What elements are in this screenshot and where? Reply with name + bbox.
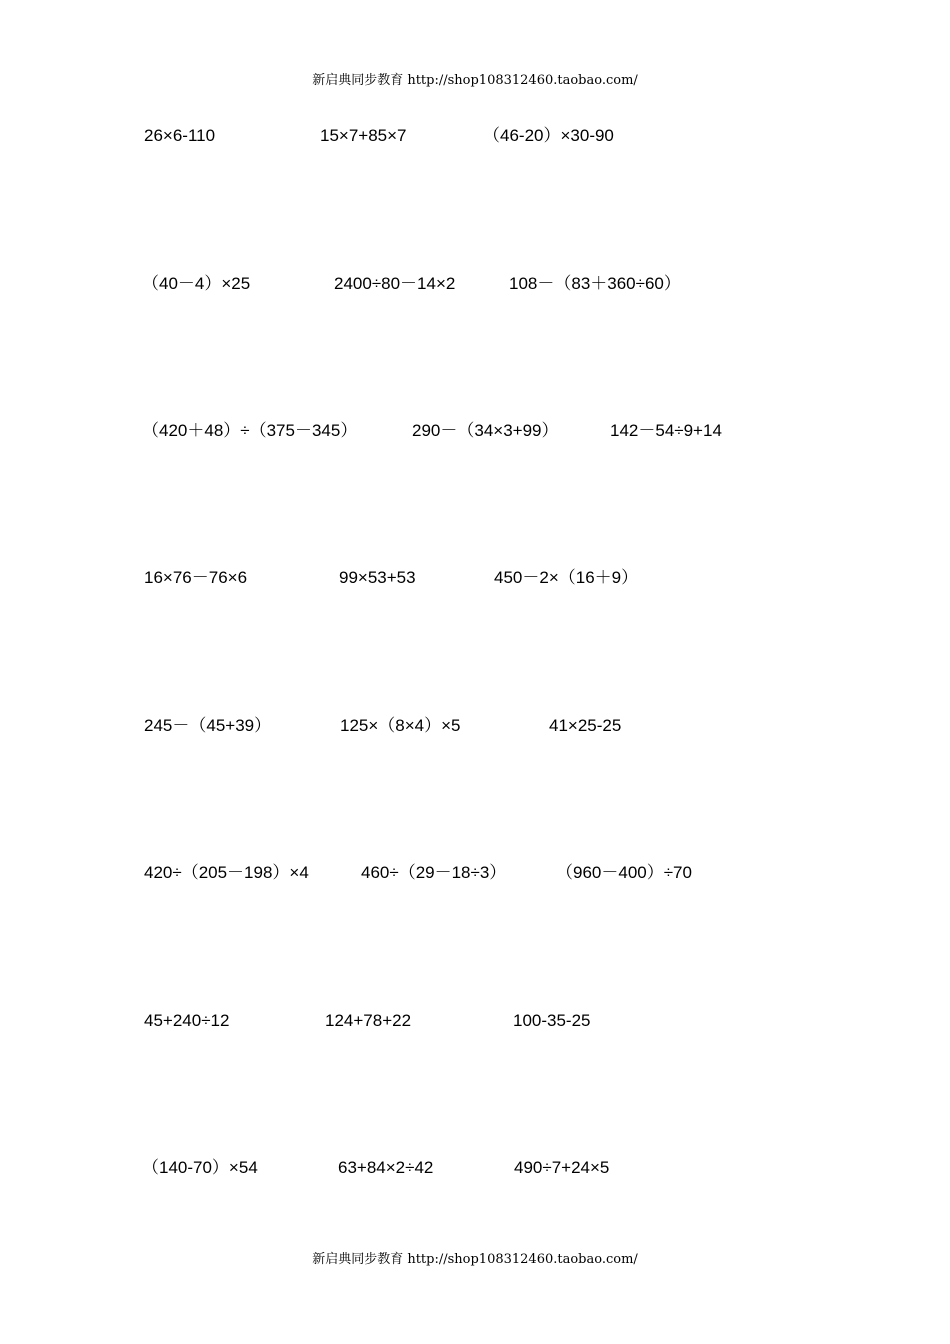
- math-problem: 45+240÷12: [144, 1011, 230, 1030]
- math-problem: 124+78+22: [325, 1011, 412, 1030]
- math-problem: 41×25-25: [549, 716, 622, 735]
- math-problem: 16×76－76×6: [144, 568, 248, 587]
- page-header: 新启典同步教育 http://shop108312460.taobao.com/: [312, 73, 638, 88]
- math-problem: 142－54÷9+14: [610, 421, 722, 440]
- math-problem: 63+84×2÷42: [338, 1158, 434, 1177]
- math-problem: 26×6-110: [144, 126, 216, 145]
- problem-row: [0, 124, 950, 148]
- problem-row: [0, 1156, 950, 1180]
- math-problem: （46-20）×30-90: [483, 126, 614, 145]
- math-problem: （40－4）×25: [142, 274, 251, 293]
- problem-row: [0, 1009, 950, 1033]
- math-problem: 420÷（205－198）×4: [144, 863, 309, 882]
- math-problem: 245－（45+39）: [144, 716, 272, 735]
- problem-row: [0, 566, 950, 590]
- math-problem: （960－400）÷70: [556, 863, 692, 882]
- problem-row: [0, 861, 950, 885]
- math-problem: 460÷（29－18÷3）: [361, 863, 507, 882]
- problem-row: [0, 714, 950, 738]
- math-problem: 15×7+85×7: [320, 126, 407, 145]
- math-problem: 450－2×（16＋9）: [494, 568, 639, 587]
- math-problem: 290－（34×3+99）: [412, 421, 559, 440]
- math-problem: （420＋48）÷（375－345）: [142, 421, 358, 440]
- problem-row: [0, 272, 950, 296]
- problem-row: [0, 419, 950, 443]
- math-problem: 490÷7+24×5: [514, 1158, 610, 1177]
- math-problem: （140-70）×54: [142, 1158, 258, 1177]
- math-problem: 125×（8×4）×5: [340, 716, 461, 735]
- math-problem: 2400÷80－14×2: [334, 274, 456, 293]
- math-problem: 108－（83＋360÷60）: [509, 274, 681, 293]
- math-problem: 100-35-25: [513, 1011, 591, 1030]
- page-footer: 新启典同步教育 http://shop108312460.taobao.com/: [312, 1252, 638, 1267]
- math-problem: 99×53+53: [339, 568, 416, 587]
